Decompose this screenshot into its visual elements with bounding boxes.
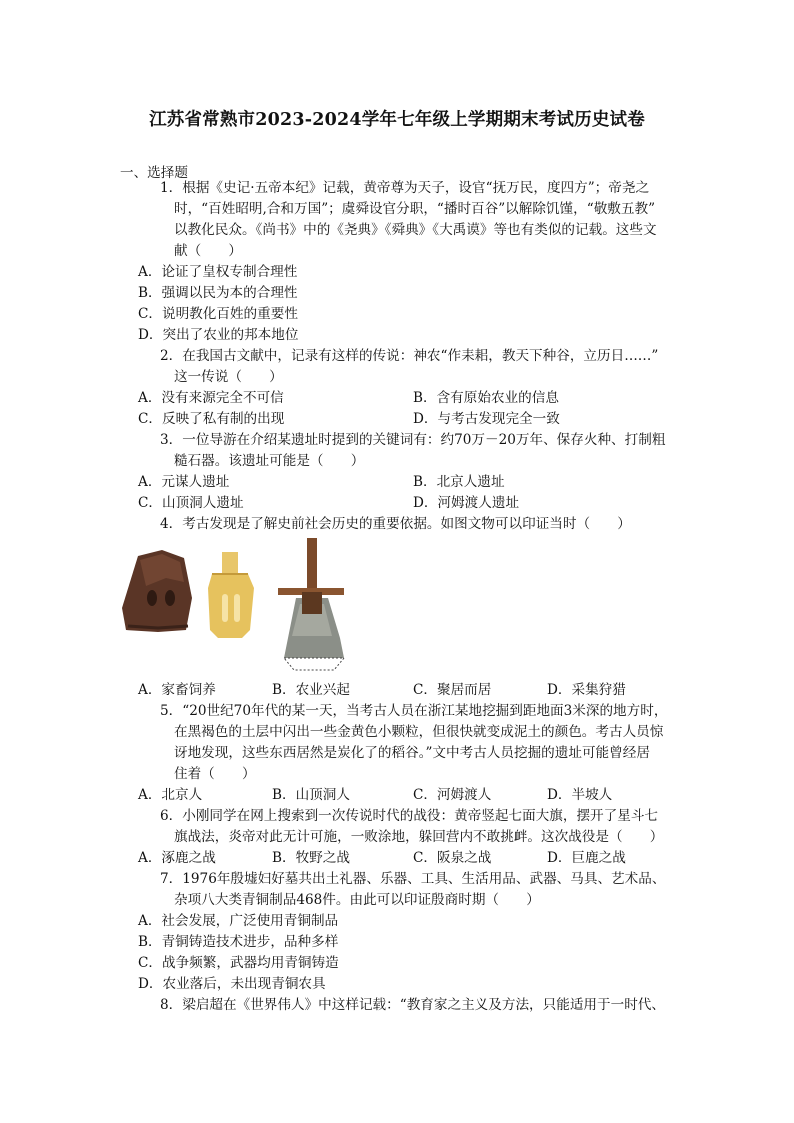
question-7-line-1: 7．1976年殷墟妇好墓共出土礼器、乐器、工具、生活用品、武器、马具、艺术品、 [160, 871, 666, 887]
section-heading: 一、选择题 [120, 165, 188, 181]
question-5-option-c[interactable]: C．河姆渡人 [413, 787, 492, 803]
question-1-option-c[interactable]: C．说明教化百姓的重要性 [138, 306, 298, 322]
bone-spade-image [122, 550, 192, 632]
question-1-option-d[interactable]: D．突出了农业的邦本地位 [138, 327, 299, 343]
question-7-line-2: 杂项八大类青铜制品468件。由此可以印证殷商时期（ ） [174, 892, 540, 908]
question-5-line-3: 讶地发现，这些东西居然是炭化了的稻谷。”文中考古人员挖掘的遗址可能曾经居 [174, 745, 650, 761]
question-3-option-d[interactable]: D．河姆渡人遗址 [413, 495, 520, 511]
question-7-option-a[interactable]: A．社会发展，广泛使用青铜制品 [138, 913, 339, 929]
question-3-option-b[interactable]: B．北京人遗址 [413, 474, 505, 490]
question-7-option-c[interactable]: C．战争频繁，武器均用青铜铸造 [138, 955, 339, 971]
question-2-option-a[interactable]: A．没有来源完全不可信 [138, 390, 284, 406]
question-2-option-c[interactable]: C．反映了私有制的出现 [138, 411, 285, 427]
question-5-option-a[interactable]: A．北京人 [138, 787, 203, 803]
question-5-option-b[interactable]: B．山顶洞人 [272, 787, 350, 803]
question-1-line-2: 时，“百姓昭明,合和万国”；虞舜设官分职，“播时百谷”以解除饥馑，“敬敷五教” [174, 201, 656, 217]
question-6-line-1: 6．小刚同学在网上搜索到一次传说时代的战役：黄帝竖起七面大旗，摆开了星斗七 [160, 808, 659, 824]
question-5-line-4: 住着（ ） [174, 766, 256, 782]
question-3-line-2: 糙石器。该遗址可能是（ ） [174, 453, 365, 469]
question-2-option-b[interactable]: B．含有原始农业的信息 [413, 390, 559, 406]
question-1-line-1: 1．根据《史记·五帝本纪》记载，黄帝尊为天子，设官“抚万民，度四方”；帝尧之 [160, 180, 650, 196]
question-3-option-c[interactable]: C．山顶洞人遗址 [138, 495, 244, 511]
question-4-option-a[interactable]: A．家畜饲养 [138, 682, 216, 698]
question-4-option-c[interactable]: C．聚居而居 [413, 682, 492, 698]
question-8-line-1: 8．梁启超在《世界伟人》中这样记载：“教育家之主义及方法，只能适用于一时代、 [160, 997, 665, 1013]
question-2-option-d[interactable]: D．与考古发现完全一致 [413, 411, 560, 427]
question-5-line-1: 5．“20世纪70年代的某一天，当考古人员在浙江某地挖掘到距地面3米深的地方时， [160, 703, 668, 719]
hafted-spade-image [278, 538, 344, 670]
question-6-option-c[interactable]: C．阪泉之战 [413, 850, 492, 866]
question-7-option-d[interactable]: D．农业落后，未出现青铜农具 [138, 976, 326, 992]
question-1-option-a[interactable]: A．论证了皇权专制合理性 [138, 264, 298, 280]
bone-tool-image [208, 552, 254, 638]
question-6-line-2: 旗战法，炎帝对此无计可施，一败涂地，躲回营内不敢挑衅。这次战役是（ ） [174, 829, 664, 845]
question-7-option-b[interactable]: B．青铜铸造技术进步，品种多样 [138, 934, 339, 950]
question-3-option-a[interactable]: A．元谋人遗址 [138, 474, 230, 490]
question-6-option-b[interactable]: B．牧野之战 [272, 850, 350, 866]
question-4-option-d[interactable]: D．采集狩猎 [547, 682, 626, 698]
question-1-option-b[interactable]: B．强调以民为本的合理性 [138, 285, 298, 301]
question-2-line-2: 这一传说（ ） [174, 369, 283, 385]
question-1-line-3: 以教化民众。《尚书》中的《尧典》《舜典》《大禹谟》等也有类似的记载。这些文 [174, 222, 657, 238]
question-5-line-2: 在黑褐色的土层中闪出一些金黄色小颗粒，但很快就变成泥土的颜色。考古人员惊 [174, 724, 664, 740]
question-3-line-1: 3．一位导游在介绍某遗址时提到的关键词有：约70万－20万年、保存火种、打制粗 [160, 432, 666, 448]
question-1-line-4: 献（ ） [174, 243, 242, 259]
question-5-option-d[interactable]: D．半坡人 [547, 787, 613, 803]
question-4-option-b[interactable]: B．农业兴起 [272, 682, 350, 698]
page-title: 江苏省常熟市2023-2024学年七年级上学期期末考试历史试卷 [149, 110, 645, 130]
question-6-option-d[interactable]: D．巨鹿之战 [547, 850, 626, 866]
question-2-line-1: 2．在我国古文献中，记录有这样的传说：神农“作耒耜，教天下种谷，立历日……” [160, 348, 659, 364]
artifact-images [118, 538, 358, 673]
question-4-line-1: 4．考古发现是了解史前社会历史的重要依据。如图文物可以印证当时（ ） [160, 516, 631, 532]
question-6-option-a[interactable]: A．涿鹿之战 [138, 850, 216, 866]
